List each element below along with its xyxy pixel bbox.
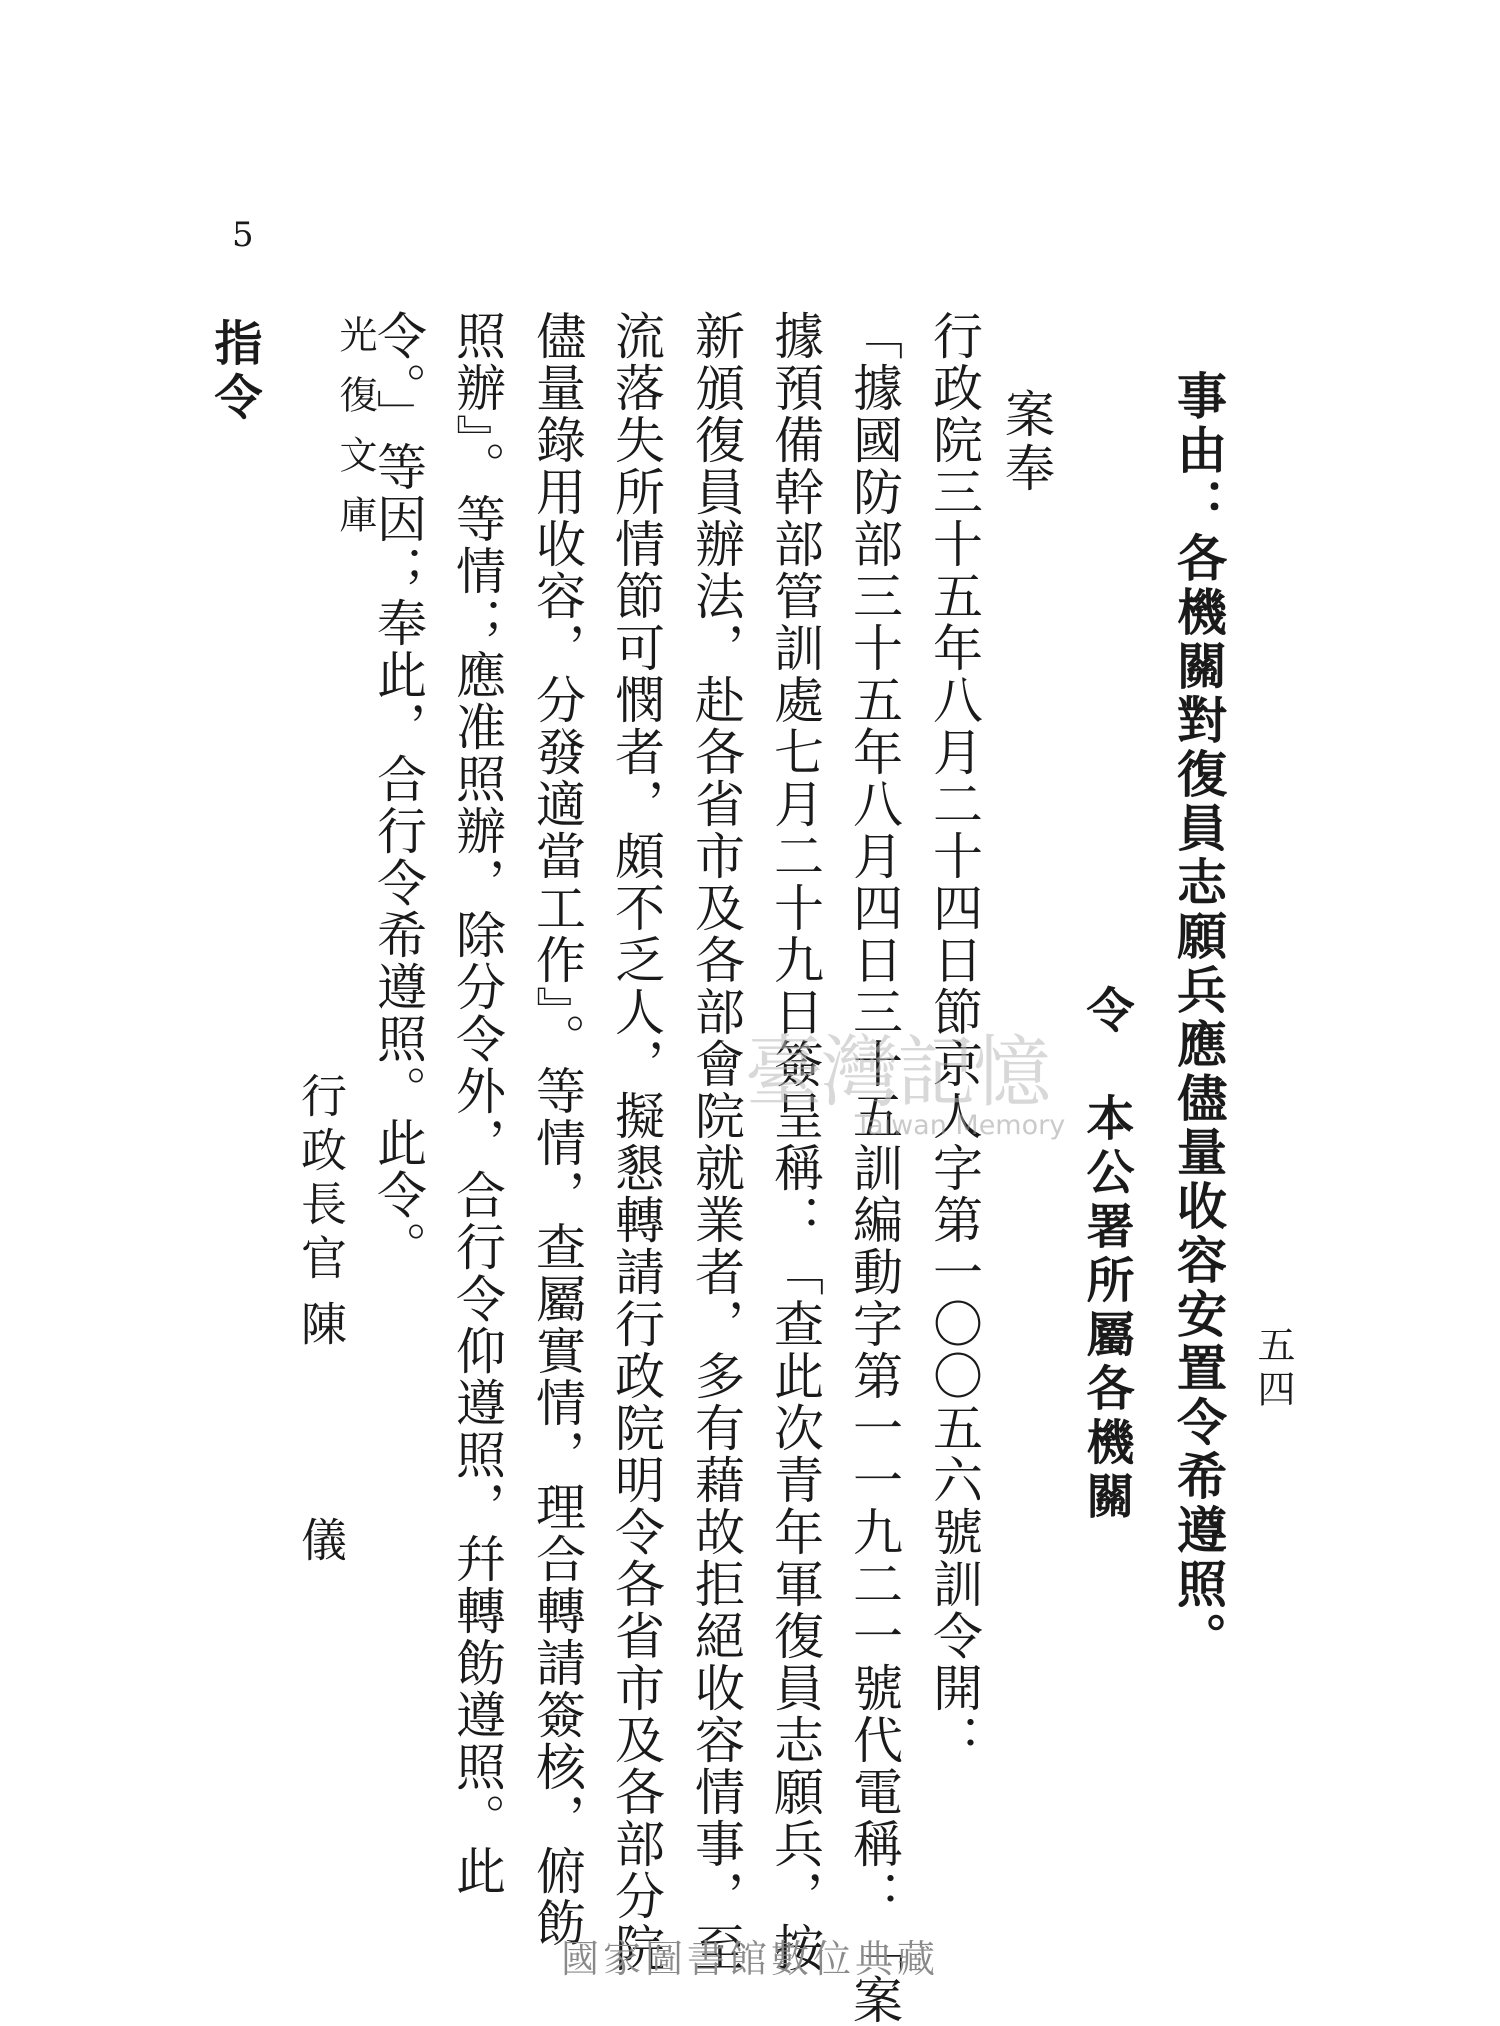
body-column: 行政院三十五年八月二十四日節京人字第一〇〇五六號訓令開： (925, 310, 983, 1766)
watermark-en-text: Taiwan Memory (855, 1110, 1066, 1141)
body-column: 新頒復員辦法，赴各省市及各部會院就業者，多有藉故拒絕收容情事，至 (687, 310, 745, 1974)
section-number: 5 (232, 215, 254, 255)
case-label: 案奉 (997, 388, 1055, 496)
body-column: 照辦』。等情；應准照辦，除分令外，合行令仰遵照，幷轉飭遵照。此 (448, 310, 506, 1897)
taiwan-memory-watermark (745, 1010, 1175, 1160)
document-type-label: 指令 (206, 318, 262, 426)
subject-line: 事由：各機關對復員志願兵應儘量收容安置令希遵照。 (1169, 370, 1228, 1666)
signature-name: 陳 儀 (294, 1300, 348, 1570)
body-column: 「據國防部三十五年八月四日三十五訓編動字第一一九二一號代電稱：「案 (845, 310, 903, 2026)
body-column: 儘量錄用收容，分發適當工作』。等情，查屬實情，理合轉請簽核，俯飭 (528, 310, 586, 1949)
watermark-cjk-text: 臺灣記憶 (745, 1028, 1050, 1118)
book-title: 光復文庫 (333, 315, 377, 555)
addressee-line: 令 本公署所屬各機關 (1078, 985, 1134, 1525)
body-column: 令。」等因；奉此，合行令希遵照。此令。 (369, 310, 427, 1273)
signature-title: 行政長官 (294, 1072, 348, 1288)
body-column: 據預備幹部管訓處七月二十九日簽呈稱：「查此次青年軍復員志願兵，按 (766, 310, 824, 1974)
footer-credit: 國家圖書館數位典藏 (560, 1937, 939, 1981)
body-column: 流落失所情節可憫者，頗不乏人，擬懇轉請行政院明令各省市及各部分院 (607, 310, 665, 1974)
page-number: 五四 (1251, 1325, 1295, 1413)
